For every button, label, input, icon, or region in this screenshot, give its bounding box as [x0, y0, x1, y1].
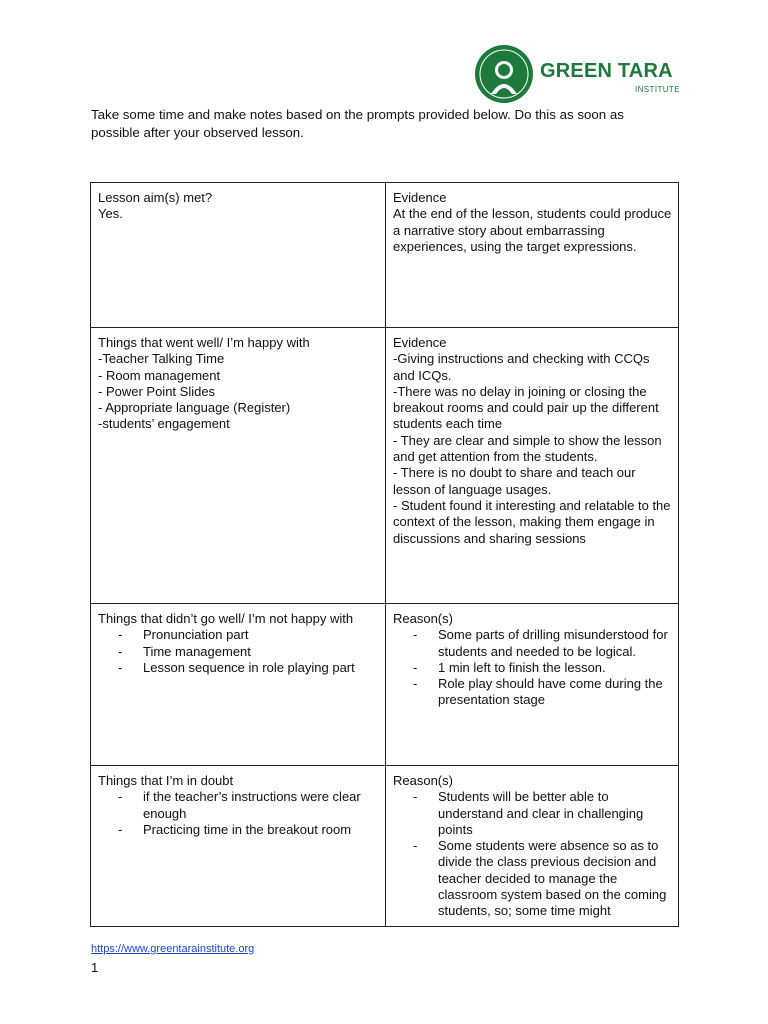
cell-title: Evidence: [393, 190, 447, 205]
cell-title: Things that didn’t go well/ I’m not happy with: [98, 611, 354, 626]
cell-title: Things that went well/ I’m happy with: [98, 335, 310, 350]
right-cell: [386, 183, 679, 328]
cell-line: - They are clear and simple to show the lesson and get attention from the students.: [393, 432, 662, 465]
logo-name: GREEN TARA: [540, 60, 673, 82]
logo-subtitle: INSTITUTE: [635, 85, 680, 94]
list-item: - if the teacher’s instructions were clear enough: [98, 789, 379, 822]
dash-list: [98, 627, 379, 676]
table-row: [91, 183, 679, 328]
cell-line: - Room management: [98, 367, 221, 383]
table-row: [91, 604, 679, 766]
cell-title: Evidence: [393, 335, 447, 350]
list-item: - Time management: [98, 644, 379, 660]
cell-line: -Giving instructions and checking with CCQs and ICQs.: [393, 351, 650, 383]
cell-line: - Power Point Slides: [98, 383, 216, 399]
left-cell: [91, 328, 386, 604]
cell-title: Reason(s): [393, 773, 453, 788]
right-cell: [386, 328, 679, 604]
list-item: - Pronunciation part: [98, 627, 379, 643]
list-item: - 1 min left to finish the lesson.: [393, 660, 672, 676]
cell-title: Lesson aim(s) met?: [98, 190, 213, 205]
cell-title: Reason(s): [393, 611, 453, 626]
dash-list: [393, 789, 672, 919]
footer-website-link[interactable]: https://www.greentarainstitute.org: [91, 943, 255, 955]
page-number: 1: [91, 960, 99, 975]
cell-line: -There was no delay in joining or closing the breakout rooms and could pair up the different students each time: [393, 383, 659, 432]
reflection-table: [90, 182, 679, 927]
left-cell: [91, 183, 386, 328]
list-item: - Students will be better able to understand and clear in challenging points: [393, 789, 672, 838]
dash-list: [98, 789, 379, 838]
intro-text: Take some time and make notes based on the prompts provided below. Do this as soon as possible after your observed lesson.: [91, 107, 624, 140]
cell-line: -Teacher Talking Time: [98, 351, 225, 367]
table-row: [91, 766, 679, 927]
cell-line: - Student found it interesting and relatable to the context of the lesson, making them engage in discussions and sharing sessions: [393, 497, 671, 546]
cell-line: At the end of the lesson, students could produce a narrative story about embarrassing experiences, using the target expressions.: [393, 206, 672, 254]
cell-line: -students’ engagement: [98, 416, 230, 432]
dash-list: [393, 627, 672, 708]
right-cell: [386, 766, 679, 927]
green-tara-emblem-icon: [474, 44, 534, 104]
institute-logo: [474, 44, 684, 106]
list-item: - Some students were absence so as to divide the class previous decision and teacher decided to manage the classroom system based on the coming students, so; some time might: [393, 838, 672, 919]
list-item: - Role play should have come during the presentation stage: [393, 676, 672, 709]
list-item: - Lesson sequence in role playing part: [98, 660, 379, 676]
table-row: [91, 328, 679, 604]
cell-title: Things that I’m in doubt: [98, 773, 234, 788]
left-cell: [91, 604, 386, 766]
list-item: - Some parts of drilling misunderstood for students and needed to be logical.: [393, 627, 672, 660]
right-cell: [386, 604, 679, 766]
left-cell: [91, 766, 386, 927]
cell-line: Yes.: [98, 206, 123, 222]
cell-line: - Appropriate language (Register): [98, 400, 291, 416]
list-item: - Practicing time in the breakout room: [98, 822, 379, 838]
cell-line: - There is no doubt to share and teach our lesson of language usages.: [393, 465, 636, 497]
